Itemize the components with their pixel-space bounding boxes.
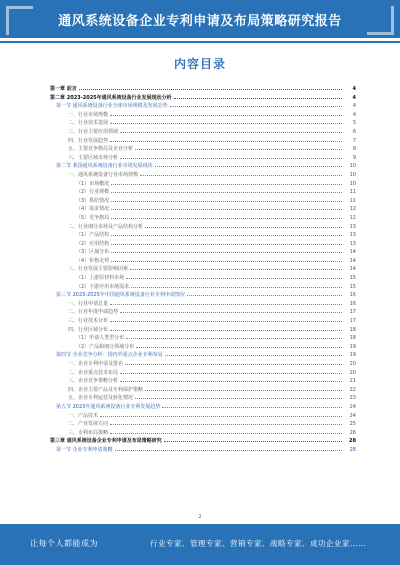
toc-entry-page: 5 [352, 120, 356, 127]
toc-entry[interactable] [50, 144, 356, 153]
toc-entry-title: 第二章 2023-2025年通风系统设备行业发展现状分析 [50, 94, 172, 101]
toc-leader-dots [165, 350, 342, 356]
toc-entry-page: 17 [349, 318, 356, 325]
toc-entry[interactable] [50, 256, 356, 265]
toc-leader-dots [111, 196, 342, 202]
toc-entry[interactable] [50, 402, 356, 411]
toc-entry-title: 第一章 前言 [50, 86, 77, 92]
toc-entry-title: （2）应用结构 [76, 240, 110, 247]
toc-heading: 内容目录 [173, 57, 226, 71]
toc-entry-page: 25 [349, 421, 356, 428]
toc-entry-page: 8 [352, 146, 356, 153]
toc-entry-page: 15 [349, 283, 356, 290]
toc-entry-title: （5）竞争格局 [76, 214, 110, 221]
toc-leader-dots [126, 333, 342, 339]
toc-entry[interactable] [50, 282, 356, 291]
toc-entry-title: 第三节 2023-2025年中国通风系统设备行业专利申请情况 [56, 292, 185, 299]
header-divider [0, 41, 400, 43]
toc-entry-page: 6 [352, 128, 356, 135]
toc-entry-title: 三、企业竞争策略分析 [68, 378, 119, 385]
toc-entry[interactable] [50, 350, 356, 359]
toc-entry[interactable] [50, 93, 356, 102]
toc-entry[interactable] [50, 179, 356, 188]
table-of-contents [50, 84, 356, 454]
toc-entry[interactable] [50, 110, 356, 119]
toc-entry[interactable] [50, 230, 356, 239]
toc-entry-title: 三、行业技术分布 [68, 318, 109, 325]
toc-entry-title: 一、通风系统设备行业市场规模 [68, 171, 139, 178]
toc-entry[interactable] [50, 325, 356, 334]
toc-entry-page: 10 [349, 180, 356, 187]
toc-entry-title: 一、行业申请总量 [68, 300, 109, 307]
toc-entry[interactable] [50, 187, 356, 196]
toc-entry-page: 13 [349, 232, 356, 239]
report-header [0, 0, 400, 38]
toc-entry[interactable] [50, 84, 356, 93]
toc-leader-dots [140, 170, 342, 176]
toc-entry-page: 9 [352, 154, 356, 161]
toc-leader-dots [170, 101, 342, 107]
toc-entry-page: 28 [349, 446, 356, 453]
toc-entry[interactable] [50, 316, 356, 325]
toc-entry-page: 10 [349, 171, 356, 178]
toc-entry[interactable] [50, 273, 356, 282]
toc-leader-dots [120, 127, 342, 133]
toc-entry-page: 19 [349, 343, 356, 350]
toc-entry-page: 22 [349, 386, 356, 393]
toc-entry-title: 二、产业发展方向 [68, 421, 109, 428]
toc-entry[interactable] [50, 153, 356, 162]
footer-slogan: 让每个人都能成为 [30, 539, 98, 548]
toc-entry[interactable] [50, 376, 356, 385]
toc-entry[interactable] [50, 411, 356, 420]
toc-leader-dots [130, 264, 342, 270]
toc-entry-page: 10 [349, 163, 356, 170]
toc-entry-title: 四、行业发展趋势 [68, 137, 109, 144]
toc-entry-page: 24 [349, 403, 356, 410]
toc-entry[interactable] [50, 101, 356, 110]
toc-leader-dots [120, 307, 342, 313]
toc-entry-page: 24 [349, 412, 356, 419]
toc-entry-title: 第五节 2023年通风系统设备行业专利发展趋势 [56, 403, 161, 410]
toc-entry[interactable] [50, 170, 356, 179]
toc-entry[interactable] [50, 359, 356, 368]
toc-leader-dots [110, 299, 342, 305]
toc-entry-title: 五、企业专利运营及转化情况 [68, 395, 134, 402]
toc-leader-dots [126, 273, 342, 279]
report-footer [0, 524, 400, 565]
toc-entry-title: 四、行业区域分布 [68, 326, 109, 333]
toc-entry[interactable] [50, 213, 356, 222]
toc-entry-page: 21 [349, 378, 356, 385]
toc-entry-page: 4 [352, 94, 356, 101]
toc-leader-dots [135, 393, 342, 399]
toc-entry[interactable] [50, 342, 356, 351]
toc-entry-page: 23 [349, 395, 356, 402]
toc-entry[interactable] [50, 368, 356, 377]
toc-entry[interactable] [50, 333, 356, 342]
toc-leader-dots [79, 84, 342, 90]
toc-entry-title: 第三章 通风系统设备企业专利申请及布局策略研究 [50, 438, 162, 445]
toc-entry-page: 20 [349, 369, 356, 376]
toc-entry-title: 一、企业专利申请及排名 [68, 361, 124, 367]
toc-entry[interactable] [50, 385, 356, 394]
toc-entry-page: 18 [349, 335, 356, 342]
toc-entry-title: 二、行业细分市场及产品结构分析 [68, 223, 144, 230]
toc-entry[interactable] [50, 290, 356, 299]
toc-entry[interactable] [50, 299, 356, 308]
toc-entry-title: 六、主要区域市场分析 [68, 154, 119, 161]
toc-entry-title: （2）下游应用市场需求 [76, 283, 130, 290]
toc-entry-page: 20 [349, 361, 356, 367]
toc-entry-page: 14 [349, 249, 356, 256]
toc-leader-dots [110, 110, 342, 116]
toc-entry[interactable] [50, 136, 356, 145]
toc-entry-page: 17 [349, 309, 356, 316]
toc-entry[interactable] [50, 222, 356, 231]
toc-leader-dots [111, 179, 342, 185]
toc-leader-dots [145, 385, 342, 391]
toc-entry-title: （1）市场概况 [76, 180, 110, 187]
toc-entry-title: 一、行业市场规模 [68, 111, 109, 118]
toc-leader-dots [110, 136, 342, 142]
toc-leader-dots [125, 359, 342, 365]
toc-entry-page: 13 [349, 240, 356, 247]
toc-entry-title: （2）行业规模 [76, 189, 110, 196]
toc-leader-dots [155, 161, 342, 167]
toc-entry-page: 26 [349, 429, 356, 436]
toc-leader-dots [111, 213, 342, 219]
toc-entry-title: （1）上游原材料市场 [76, 275, 125, 282]
toc-entry-title: 四、企业主要产品及专利保护策略 [68, 386, 144, 393]
toc-leader-dots [187, 290, 342, 296]
toc-leader-dots [111, 187, 342, 193]
toc-entry[interactable] [50, 307, 356, 316]
toc-leader-dots [111, 204, 342, 210]
toc-entry-title: 二、企业重点技术布局 [68, 369, 119, 376]
toc-leader-dots [162, 402, 342, 408]
toc-entry-title: 第二节 我国通风系统设备行业市场发展现状 [56, 163, 153, 170]
toc-leader-dots [111, 247, 342, 253]
toc-leader-dots [120, 153, 342, 159]
toc-entry[interactable] [50, 428, 356, 437]
toc-entry[interactable] [50, 393, 356, 402]
toc-entry-page: 16 [349, 292, 356, 299]
toc-entry-title: 第四节 企业竞争分析：国内外重点企业专利布局 [56, 352, 163, 359]
toc-leader-dots [100, 411, 342, 417]
toc-leader-dots [145, 222, 342, 228]
toc-entry-page: 18 [349, 326, 356, 333]
toc-entry-title: 二、行业年度申请趋势 [68, 309, 119, 316]
toc-leader-dots [110, 428, 342, 434]
toc-entry[interactable] [50, 161, 356, 170]
toc-entry-page: 13 [349, 223, 356, 230]
toc-entry[interactable] [50, 445, 356, 454]
toc-entry-title: 三、行业主要应用领域 [68, 128, 119, 135]
toc-entry-page: 11 [349, 197, 356, 204]
toc-entry-title: 第一节 通风系统设备行业全球市场规模及发展态势 [56, 103, 168, 110]
toc-entry[interactable] [50, 118, 356, 127]
toc-entry[interactable] [50, 204, 356, 213]
toc-entry-page: 4 [352, 86, 356, 92]
toc-entry-title: 二、行业技术进展 [68, 120, 109, 127]
toc-entry[interactable] [50, 239, 356, 248]
toc-entry-title: 五、主要竞争格局及企业分析 [68, 146, 134, 153]
toc-entry[interactable] [50, 247, 356, 256]
toc-entry[interactable] [50, 419, 356, 428]
toc-leader-dots [111, 239, 342, 245]
toc-entry-title: 三、专利布局策略 [68, 429, 109, 436]
toc-entry-title: （1）产品结构 [76, 232, 110, 239]
toc-entry-page: 12 [349, 206, 356, 213]
toc-entry-page: 4 [352, 103, 356, 110]
toc-entry-page: 28 [349, 438, 356, 445]
toc-entry-page: 7 [352, 137, 356, 144]
toc-entry-title: （4）价格走势 [76, 257, 110, 264]
toc-entry-title: （3）供给情况 [76, 197, 110, 204]
toc-leader-dots [136, 342, 342, 348]
toc-leader-dots [110, 316, 342, 322]
toc-entry-title: 三、行业发展主要影响因素 [68, 266, 129, 273]
toc-entry-page: 11 [349, 189, 356, 196]
toc-entry-page: 14 [349, 257, 356, 264]
toc-entry[interactable] [50, 264, 356, 273]
toc-entry-page: 19 [349, 352, 356, 359]
toc-entry-page: 4 [352, 111, 356, 118]
toc-leader-dots [120, 376, 342, 382]
toc-entry[interactable] [50, 127, 356, 136]
toc-entry-title: （1）申请人类型分布 [76, 335, 125, 342]
toc-entry-title: 一、产品技术 [68, 412, 99, 419]
report-title: 通风系统设备企业专利申请及布局策略研究报告 [58, 14, 342, 29]
toc-entry-title: 第一节 企业专利申请策略 [56, 446, 113, 453]
toc-leader-dots [135, 144, 342, 150]
toc-leader-dots [110, 419, 342, 425]
footer-tagline: 行业专家、管理专家、营销专家、战略专家、成功企业家…… [150, 539, 366, 548]
toc-entry[interactable] [50, 436, 356, 445]
page-number: 2 [198, 514, 202, 520]
toc-leader-dots [164, 436, 342, 442]
toc-leader-dots [111, 256, 342, 262]
toc-entry-title: （4）需求情况 [76, 206, 110, 213]
toc-leader-dots [131, 282, 342, 288]
toc-entry-page: 14 [349, 266, 356, 273]
toc-entry-page: 15 [349, 275, 356, 282]
toc-leader-dots [111, 230, 342, 236]
toc-leader-dots [174, 93, 342, 99]
toc-entry-page: 12 [349, 214, 356, 221]
toc-entry-title: （2）产品和细分领域分布 [76, 343, 135, 350]
toc-entry[interactable] [50, 196, 356, 205]
toc-entry-page: 16 [349, 300, 356, 307]
toc-leader-dots [115, 445, 342, 451]
toc-entry-title: （3）区域分布 [76, 249, 110, 256]
toc-leader-dots [110, 118, 342, 124]
toc-leader-dots [110, 325, 342, 331]
toc-leader-dots [120, 368, 342, 374]
